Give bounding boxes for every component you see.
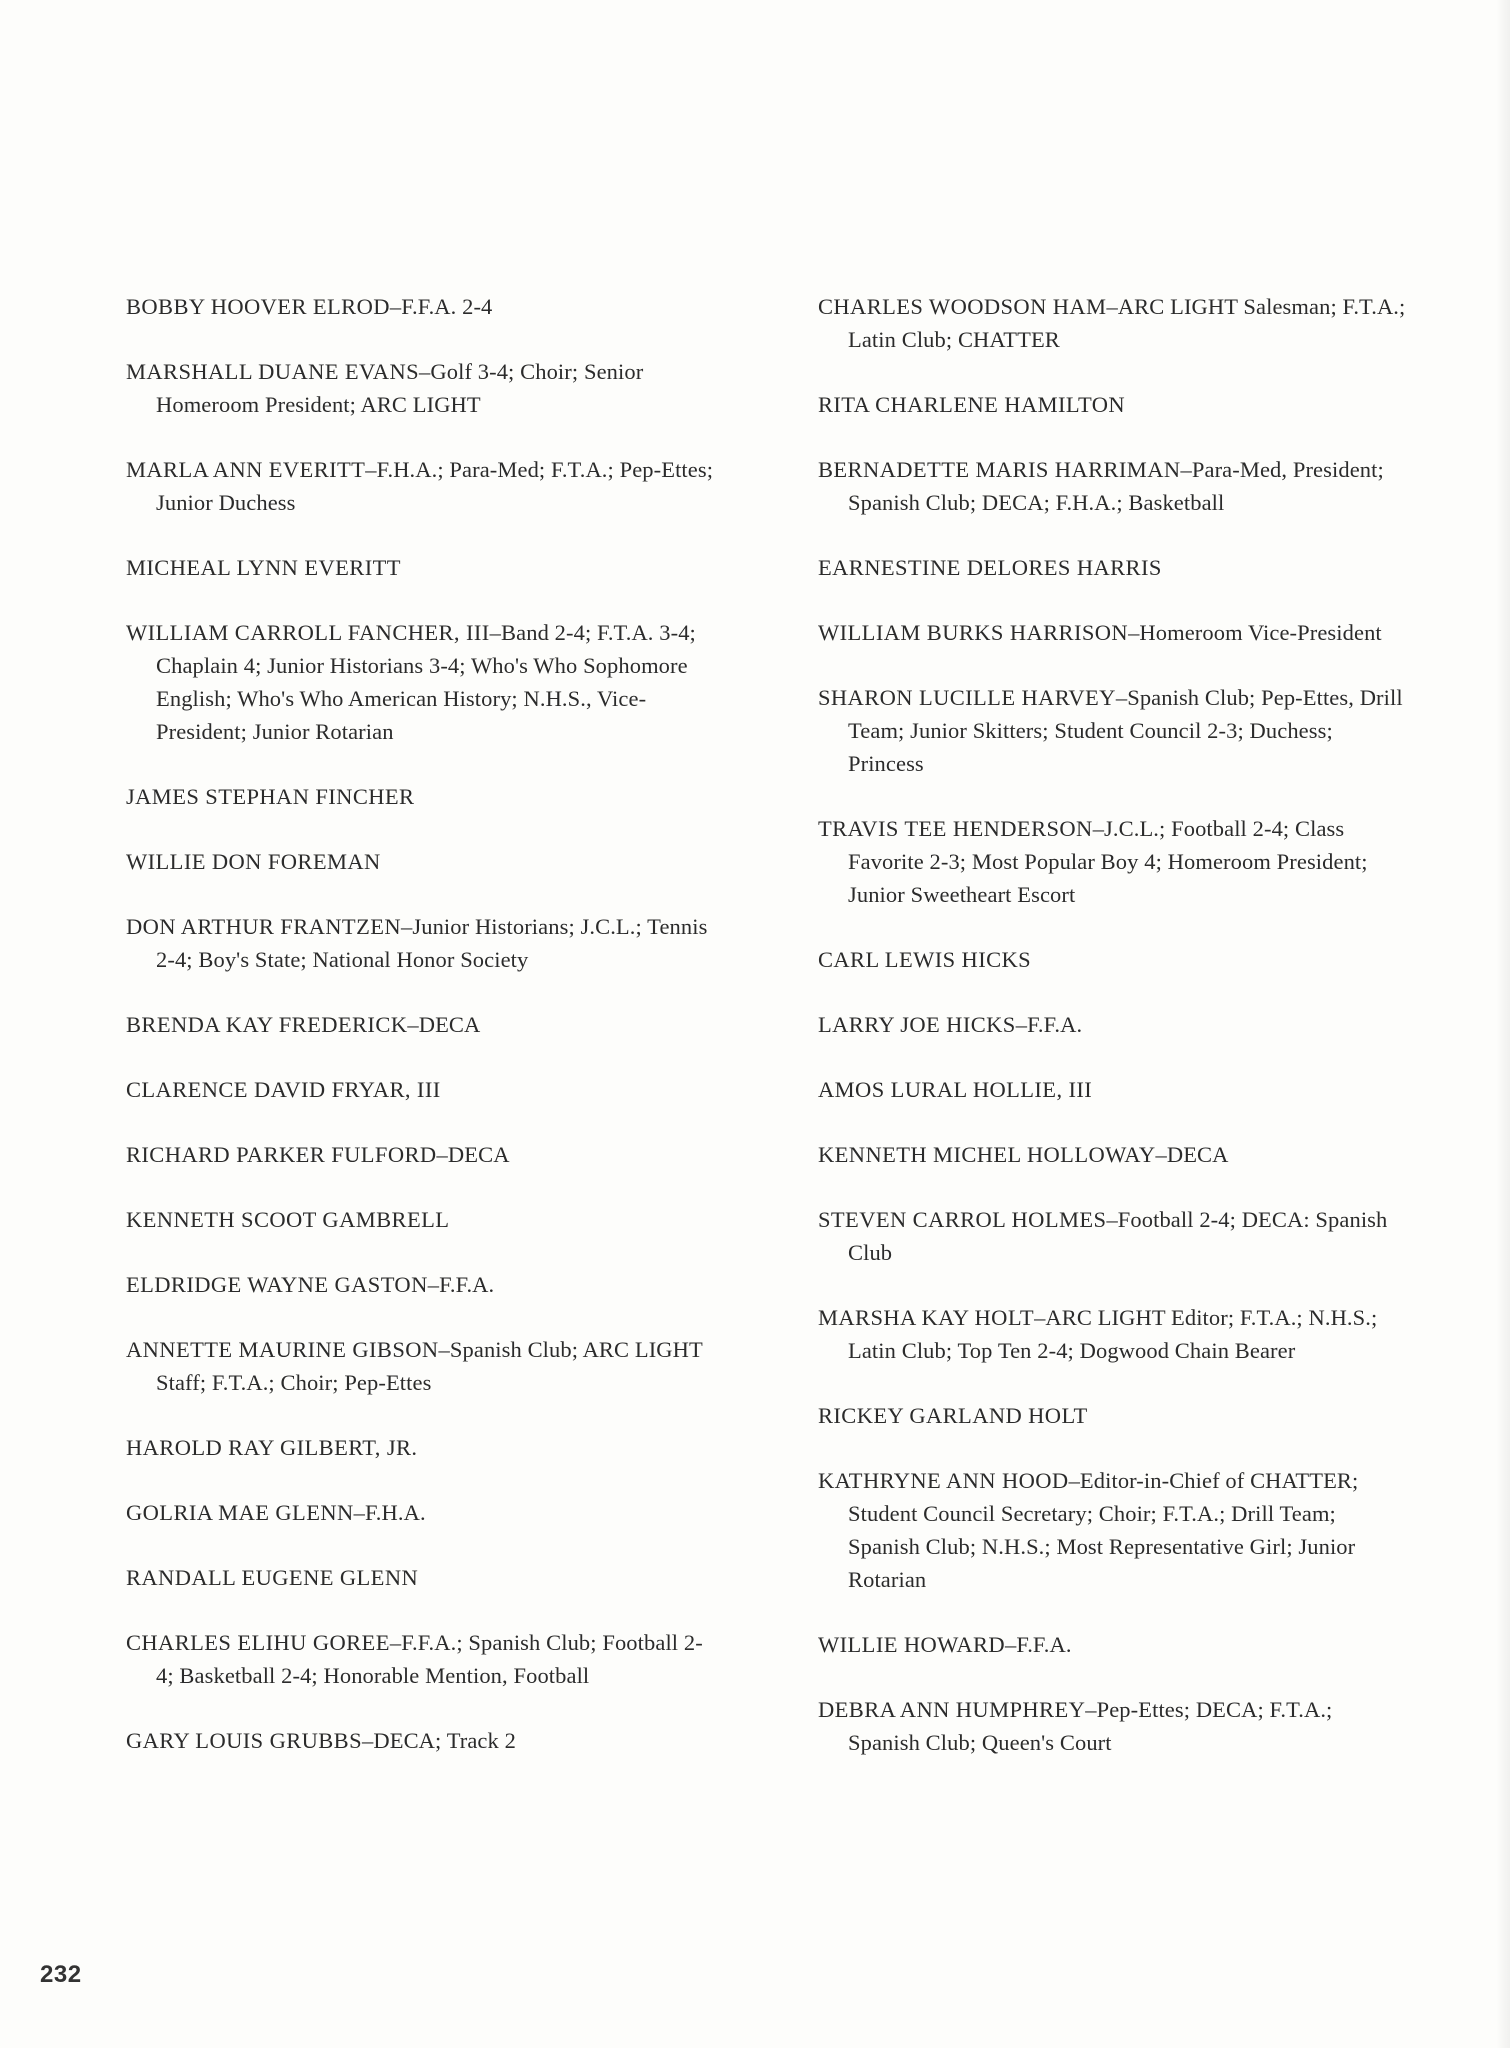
senior-name: AMOS LURAL HOLLIE, III — [818, 1077, 1093, 1102]
senior-name: LARRY JOE HICKS — [818, 1012, 1016, 1037]
senior-name: TRAVIS TEE HENDERSON — [818, 816, 1093, 841]
senior-activities: ARC LIGHT Editor; F.T.A.; N.H.S.; Latin Club; Top Ten 2-4; Dogwood Chain Bearer — [848, 1305, 1378, 1363]
name-activity-separator: – — [489, 620, 502, 645]
senior-name: DON ARTHUR FRANTZEN — [126, 914, 402, 939]
name-activity-separator: – — [1005, 1632, 1017, 1657]
senior-activities: DECA — [447, 1142, 510, 1167]
senior-activities: Football 2-4; DECA: Spanish Club — [848, 1207, 1388, 1265]
senior-activities: F.F.A. — [439, 1272, 495, 1297]
senior-entry — [126, 616, 716, 748]
page-number: 232 — [40, 1961, 82, 1988]
name-activity-separator: – — [1068, 1468, 1080, 1493]
senior-entry — [126, 1496, 716, 1529]
senior-activities: J.C.L.; Football 2-4; Class Favorite 2-3; Most Popular Boy 4; Homeroom President; Junior Sweetheart Escort — [848, 816, 1368, 907]
senior-activities: Pep-Ettes; DECA; F.T.A.; Spanish Club; Queen's Court — [848, 1697, 1333, 1755]
senior-activities: F.F.A.; Spanish Club; Football 2-4; Basketball 2-4; Honorable Mention, Football — [156, 1630, 703, 1688]
senior-name: RITA CHARLENE HAMILTON — [818, 392, 1126, 417]
senior-name: GOLRIA MAE GLENN — [126, 1500, 354, 1525]
senior-entry — [126, 1431, 716, 1464]
name-activity-separator: – — [362, 1728, 374, 1753]
senior-name: CLARENCE DAVID FRYAR, III — [126, 1077, 441, 1102]
senior-entry — [818, 1008, 1408, 1041]
senior-list-left-column — [126, 290, 716, 1789]
senior-entry — [818, 681, 1408, 780]
senior-name: DEBRA ANN HUMPHREY — [818, 1697, 1086, 1722]
senior-entry — [126, 1008, 716, 1041]
senior-name: WILLIE DON FOREMAN — [126, 849, 381, 874]
name-activity-separator: – — [1092, 816, 1105, 841]
senior-entry — [126, 1268, 716, 1301]
senior-name: BERNADETTE MARIS HARRIMAN — [818, 457, 1181, 482]
senior-name: CARL LEWIS HICKS — [818, 947, 1032, 972]
senior-name: WILLIAM CARROLL FANCHER, III — [126, 620, 490, 645]
senior-entry — [818, 1628, 1408, 1661]
senior-name: STEVEN CARROL HOLMES — [818, 1207, 1107, 1232]
senior-entry — [126, 1333, 716, 1399]
senior-name: ELDRIDGE WAYNE GASTON — [126, 1272, 428, 1297]
senior-entry — [818, 388, 1408, 421]
senior-entry — [818, 1203, 1408, 1269]
senior-name: WILLIE HOWARD — [818, 1632, 1006, 1657]
senior-entry — [126, 1138, 716, 1171]
senior-entry — [126, 1561, 716, 1594]
name-activity-separator: – — [389, 294, 402, 319]
senior-activities: DECA — [1166, 1142, 1229, 1167]
name-activity-separator: – — [1115, 685, 1128, 710]
senior-entry — [818, 1464, 1408, 1596]
senior-activities: Band 2-4; F.T.A. 3-4; Chaplain 4; Junior Historians 3-4; Who's Who Sophomore English; Who's Who American History; N.H.S., Vice-President; Junior Rotarian — [156, 620, 696, 744]
name-activity-separator: – — [419, 359, 431, 384]
senior-name: MICHEAL LYNN EVERITT — [126, 555, 401, 580]
senior-name: RICKEY GARLAND HOLT — [818, 1403, 1088, 1428]
senior-name: SHARON LUCILLE HARVEY — [818, 685, 1116, 710]
senior-entry — [818, 551, 1408, 584]
senior-activities: F.F.A. 2-4 — [401, 294, 493, 319]
name-activity-separator: – — [1085, 1697, 1097, 1722]
senior-entry — [126, 290, 716, 323]
senior-name: MARSHA KAY HOLT — [818, 1305, 1035, 1330]
senior-entry — [818, 1693, 1408, 1759]
senior-name: RICHARD PARKER FULFORD — [126, 1142, 437, 1167]
name-activity-separator: – — [1106, 294, 1118, 319]
senior-activities: Spanish Club; ARC LIGHT Staff; F.T.A.; Choir; Pep-Ettes — [156, 1337, 703, 1395]
name-activity-separator: – — [407, 1012, 419, 1037]
senior-entry — [818, 1301, 1408, 1367]
name-activity-separator: – — [1180, 457, 1192, 482]
senior-entry — [818, 616, 1408, 649]
senior-name: RANDALL EUGENE GLENN — [126, 1565, 419, 1590]
senior-name: BOBBY HOOVER ELROD — [126, 294, 390, 319]
senior-activities: F.F.A. — [1016, 1632, 1072, 1657]
name-activity-separator: – — [389, 1630, 402, 1655]
binding-edge — [1496, 0, 1510, 2048]
senior-activities: F.H.A.; Para-Med; F.T.A.; Pep-Ettes; Junior Duchess — [156, 457, 714, 515]
senior-activities: Homeroom Vice-President — [1139, 620, 1382, 645]
senior-name: CHARLES ELIHU GOREE — [126, 1630, 390, 1655]
senior-name: BRENDA KAY FREDERICK — [126, 1012, 408, 1037]
name-activity-separator: – — [401, 914, 413, 939]
name-activity-separator: – — [365, 457, 377, 482]
senior-activities: DECA — [418, 1012, 481, 1037]
senior-entry — [818, 1138, 1408, 1171]
name-activity-separator: – — [1128, 620, 1140, 645]
senior-entry — [126, 845, 716, 878]
senior-activities: Editor-in-Chief of CHATTER; Student Council Secretary; Choir; F.T.A.; Drill Team; Spanish Club; N.H.S.; Most Representative Girl; Junior Rotarian — [848, 1468, 1359, 1592]
senior-activities: ARC LIGHT Salesman; F.T.A.; Latin Club; CHATTER — [848, 294, 1406, 352]
name-activity-separator: – — [1155, 1142, 1167, 1167]
senior-name: MARLA ANN EVERITT — [126, 457, 366, 482]
name-activity-separator: – — [353, 1500, 365, 1525]
name-activity-separator: – — [427, 1272, 440, 1297]
senior-entry — [126, 1626, 716, 1692]
senior-entry — [126, 1073, 716, 1106]
senior-entry — [818, 453, 1408, 519]
senior-name: WILLIAM BURKS HARRISON — [818, 620, 1129, 645]
senior-entry — [126, 355, 716, 421]
senior-activities: Para-Med, President; Spanish Club; DECA; F.H.A.; Basketball — [848, 457, 1384, 515]
name-activity-separator: – — [438, 1337, 450, 1362]
senior-activities: F.H.A. — [365, 1500, 426, 1525]
name-activity-separator: – — [1034, 1305, 1046, 1330]
senior-activities: Spanish Club; Pep-Ettes, Drill Team; Junior Skitters; Student Council 2-3; Duchess; Princess — [848, 685, 1403, 776]
senior-activities: F.F.A. — [1027, 1012, 1083, 1037]
senior-activities: Golf 3-4; Choir; Senior Homeroom President; ARC LIGHT — [156, 359, 644, 417]
name-activity-separator: – — [1015, 1012, 1028, 1037]
senior-entry — [818, 1073, 1408, 1106]
senior-activities: DECA; Track 2 — [373, 1728, 516, 1753]
senior-entry — [818, 812, 1408, 911]
senior-entry — [818, 1399, 1408, 1432]
senior-entry — [126, 551, 716, 584]
senior-name: JAMES STEPHAN FINCHER — [126, 784, 415, 809]
senior-name: GARY LOUIS GRUBBS — [126, 1728, 363, 1753]
senior-activities: Junior Historians; J.C.L.; Tennis 2-4; Boy's State; National Honor Society — [156, 914, 708, 972]
senior-entry — [818, 290, 1408, 356]
senior-name: CHARLES WOODSON HAM — [818, 294, 1107, 319]
senior-name: HAROLD RAY GILBERT, JR. — [126, 1435, 418, 1460]
senior-entry — [126, 1203, 716, 1236]
senior-entry — [126, 910, 716, 976]
name-activity-separator: – — [1106, 1207, 1118, 1232]
senior-name: KENNETH MICHEL HOLLOWAY — [818, 1142, 1156, 1167]
senior-name: KATHRYNE ANN HOOD — [818, 1468, 1069, 1493]
senior-entry — [818, 943, 1408, 976]
senior-name: MARSHALL DUANE EVANS — [126, 359, 420, 384]
senior-list-right-column — [818, 290, 1408, 1791]
senior-entry — [126, 1724, 716, 1757]
senior-entry — [126, 453, 716, 519]
senior-name: ANNETTE MAURINE GIBSON — [126, 1337, 439, 1362]
senior-name: KENNETH SCOOT GAMBRELL — [126, 1207, 450, 1232]
senior-name: EARNESTINE DELORES HARRIS — [818, 555, 1162, 580]
name-activity-separator: – — [436, 1142, 448, 1167]
senior-entry — [126, 780, 716, 813]
